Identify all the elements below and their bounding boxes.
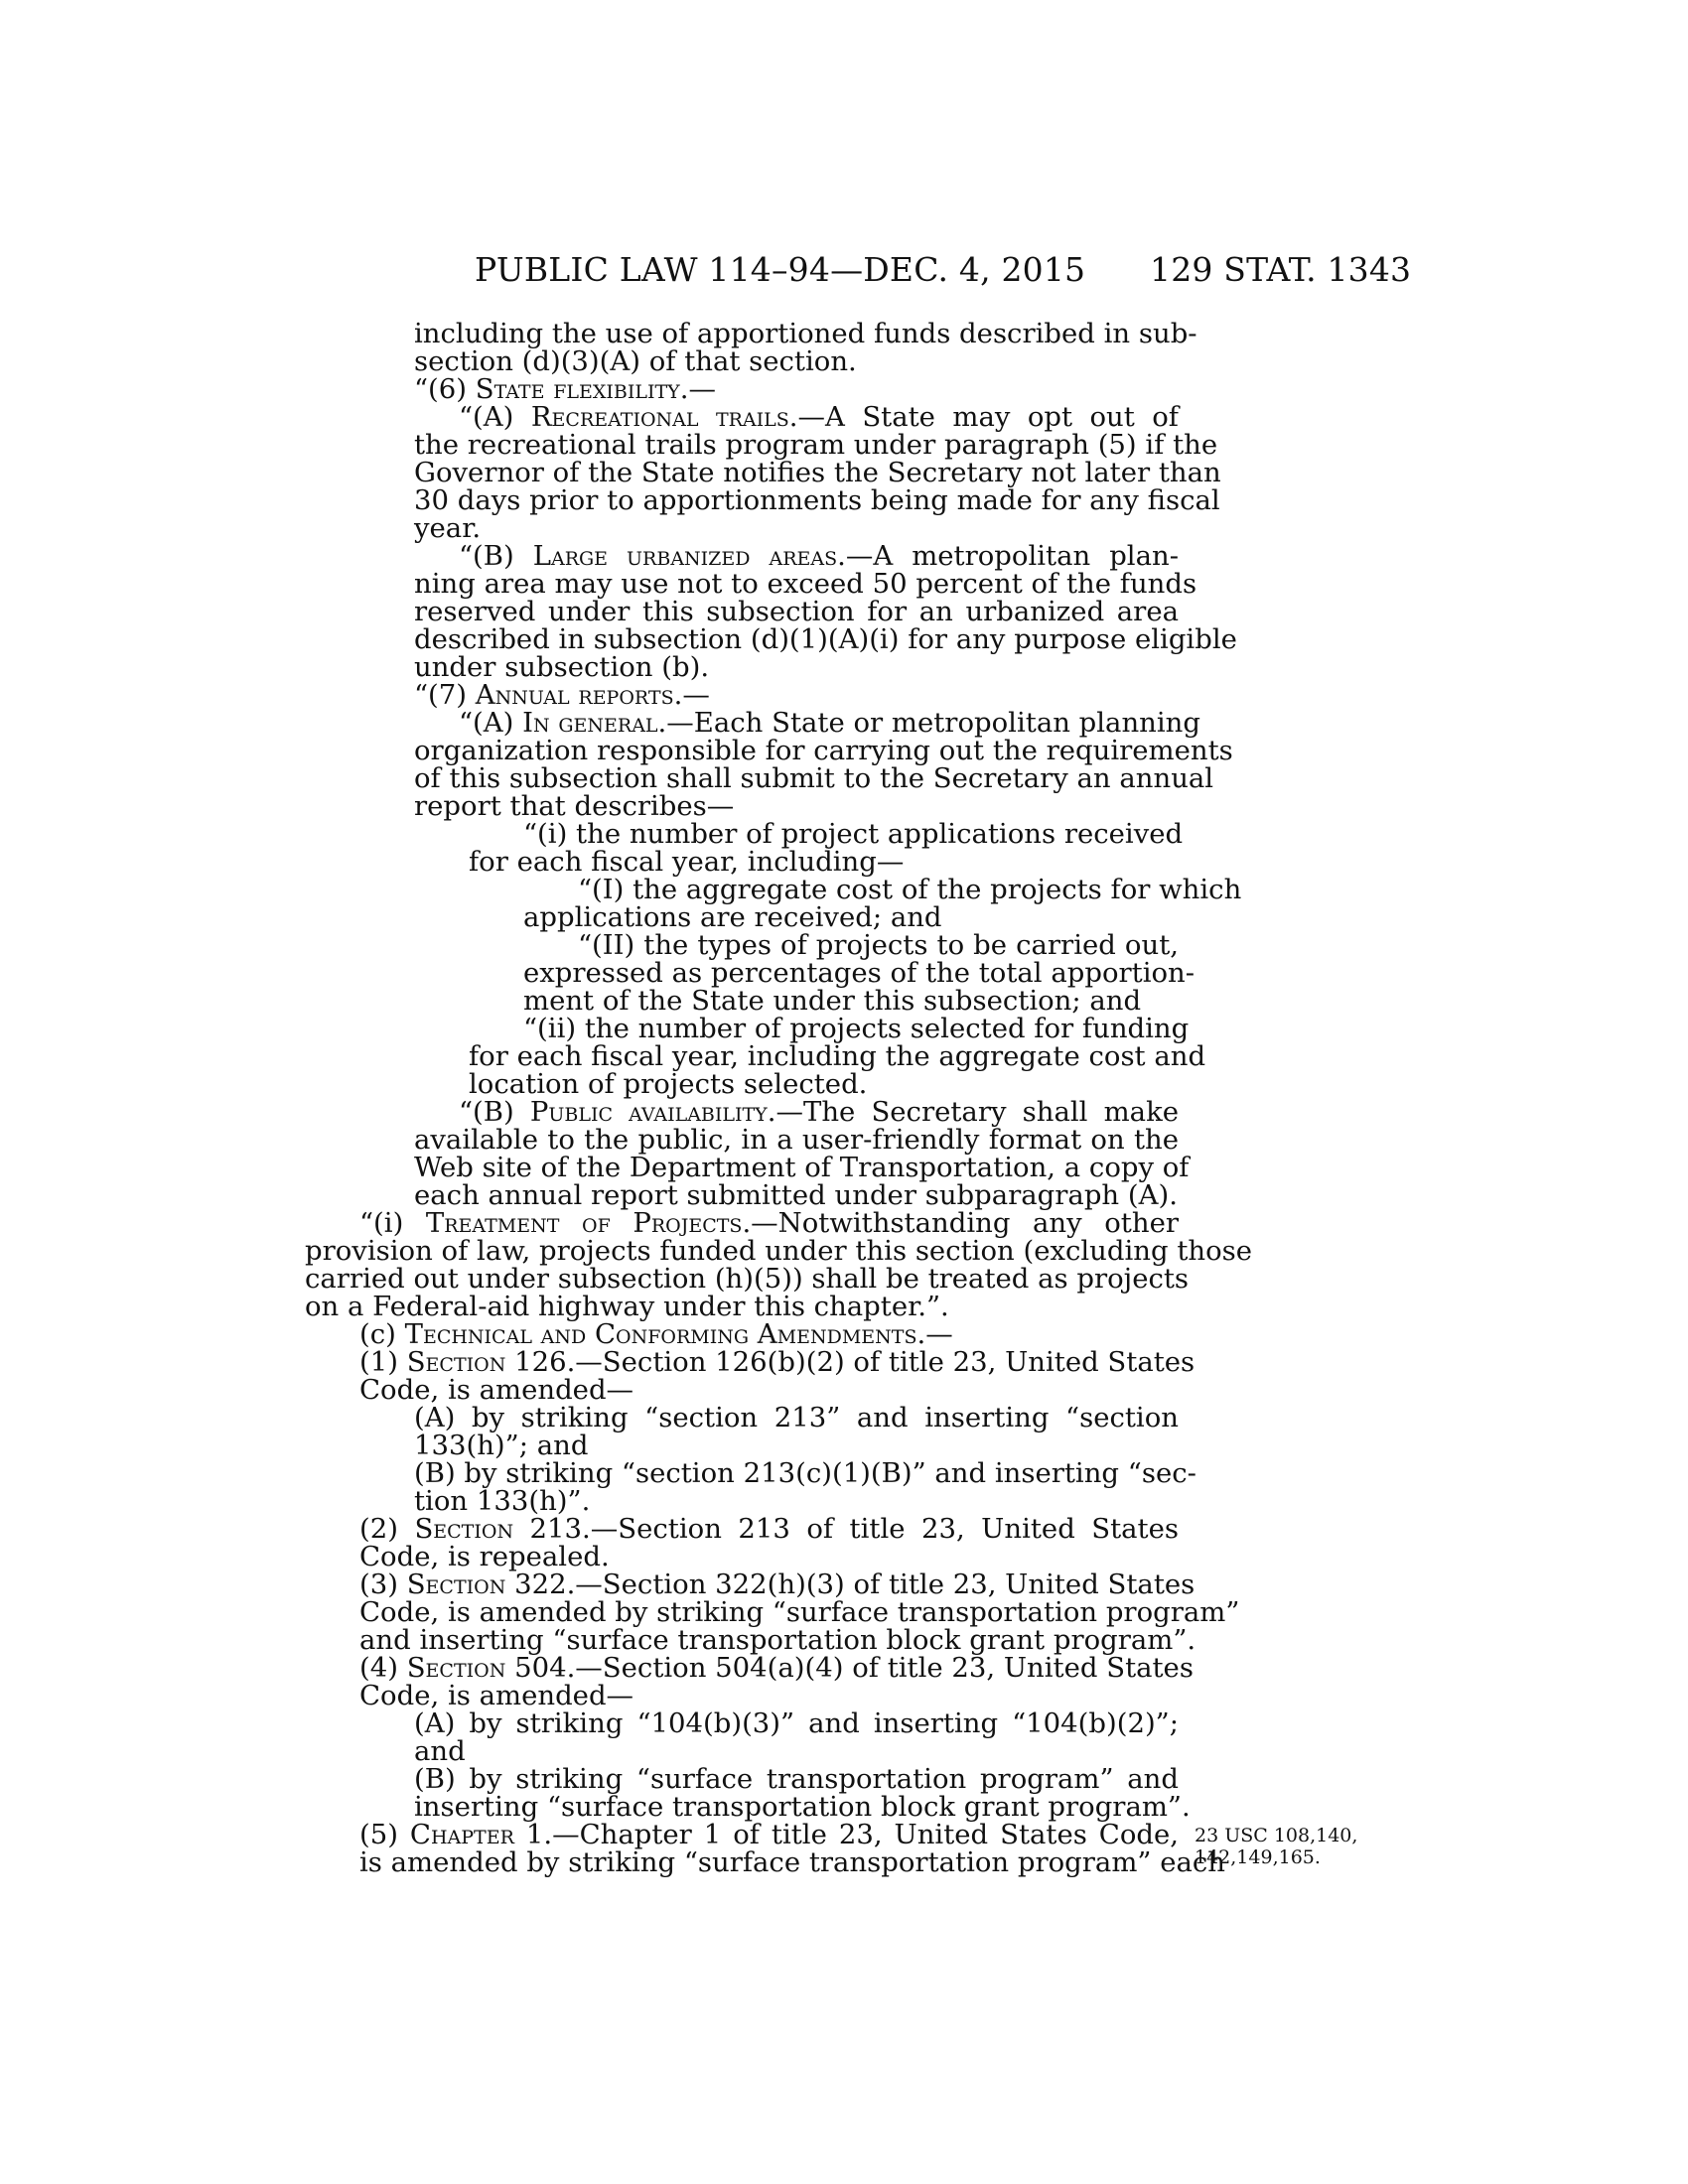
small-caps-heading: Section 322	[406, 1569, 567, 1600]
text-segment: Code, is repealed.	[359, 1541, 610, 1572]
text-line	[414, 735, 1233, 766]
text-line	[414, 598, 1179, 625]
text-line	[414, 568, 1197, 600]
text-segment: (c)	[359, 1318, 405, 1350]
text-segment: .—Notwithstanding any other	[742, 1207, 1179, 1239]
text-segment: each annual report submitted under subparagraph (A).	[414, 1179, 1178, 1211]
text-segment: .—	[916, 1318, 953, 1350]
text-line	[523, 957, 1196, 989]
small-caps-heading: State flexibility	[475, 373, 680, 405]
text-line	[414, 484, 1220, 516]
text-segment: year.	[414, 512, 482, 544]
text-segment: (B) by striking “surface transportation program” and	[414, 1763, 1179, 1795]
running-header-title: PUBLIC LAW 114–94—DEC. 4, 2015	[475, 250, 1086, 289]
text-segment: Code, is amended by striking “surface transportation program”	[359, 1596, 1240, 1628]
text-segment: “(A)	[459, 707, 523, 739]
text-segment: “(7)	[414, 679, 476, 711]
text-segment: provision of law, projects funded under this section (excluding those	[305, 1235, 1253, 1267]
text-segment: of this subsection shall submit to the Secretary an annual	[414, 762, 1214, 794]
small-caps-heading: Public availability	[529, 1096, 768, 1128]
text-line	[359, 1515, 1179, 1543]
text-segment: inserting “surface transportation block grant program”.	[414, 1791, 1191, 1823]
text-line	[469, 1070, 1179, 1098]
small-caps-heading: Large urbanized areas	[532, 540, 838, 572]
text-segment: “(i) the number of project applications received	[523, 818, 1184, 850]
text-segment: on a Federal-aid highway under this chapter.”.	[305, 1291, 949, 1322]
text-segment: ning area may use not to exceed 50 percent of the funds	[414, 568, 1197, 600]
text-segment: (A) by striking “104(b)(3)” and inserting “104(b)(2)”;	[414, 1707, 1179, 1739]
text-line	[414, 347, 1179, 375]
text-line	[414, 623, 1237, 655]
small-caps-heading: Section 126	[406, 1346, 567, 1378]
text-line	[469, 1040, 1206, 1072]
text-segment: report that describes—	[414, 790, 735, 822]
text-segment: “(II) the types of projects to be carried out,	[578, 929, 1179, 961]
text-segment: Code, is amended—	[359, 1374, 634, 1406]
text-segment: “(ii) the number of projects selected for funding	[523, 1013, 1190, 1044]
text-line	[414, 318, 1197, 349]
text-line	[305, 1235, 1253, 1267]
text-segment: tion 133(h)”.	[414, 1485, 591, 1517]
text-segment: 133(h)”; and	[414, 1430, 589, 1461]
small-caps-heading: Recreational trails	[530, 401, 789, 433]
text-line	[523, 818, 1184, 850]
margin-note-line: 23 USC 108,140,	[1195, 1825, 1358, 1846]
text-line	[359, 1821, 1179, 1848]
text-segment: .—A metropolitan plan-	[837, 540, 1179, 572]
small-caps-heading: Technical and Conforming Amendments	[404, 1318, 917, 1350]
text-line	[305, 1293, 1179, 1320]
text-line	[469, 848, 1179, 876]
text-segment: .—The Secretary shall make	[767, 1096, 1180, 1128]
text-segment: (4)	[359, 1652, 407, 1684]
text-segment: under subsection (b).	[414, 651, 710, 683]
text-line	[414, 1404, 1179, 1432]
text-line	[459, 403, 1179, 431]
text-segment: (A) by striking “section 213” and inserting “section	[414, 1402, 1179, 1433]
text-segment: “(I) the aggregate cost of the projects for which	[578, 874, 1242, 905]
text-line	[359, 1209, 1179, 1237]
small-caps-heading: Section 213	[414, 1513, 583, 1545]
text-line	[414, 762, 1214, 794]
text-line	[523, 903, 1179, 931]
text-line	[414, 457, 1221, 488]
text-segment: reserved under this subsection for an urbanized area	[414, 596, 1179, 627]
text-line	[359, 1682, 1179, 1709]
text-line	[414, 375, 1179, 403]
text-line	[414, 514, 1179, 542]
text-segment: including the use of apportioned funds described in sub-	[414, 318, 1197, 349]
text-segment: organization responsible for carrying out the requirements	[414, 735, 1233, 766]
text-segment: .—Section 322(h)(3) of title 23, United States	[566, 1569, 1196, 1600]
text-segment: (2)	[359, 1513, 415, 1545]
text-line	[414, 1457, 1196, 1489]
text-segment: “(B)	[459, 540, 533, 572]
text-segment: for each fiscal year, including the aggregate cost and	[469, 1040, 1206, 1072]
text-segment: .—	[679, 373, 716, 405]
text-segment: (5)	[359, 1819, 410, 1850]
text-segment: “(A)	[459, 401, 531, 433]
text-segment: .—Chapter 1 of title 23, United States Code,	[543, 1819, 1180, 1850]
small-caps-heading: Chapter 1	[409, 1819, 544, 1850]
text-line	[305, 1263, 1190, 1295]
text-segment: .—	[673, 679, 710, 711]
text-segment: “(B)	[459, 1096, 530, 1128]
text-line	[414, 1709, 1179, 1737]
text-line	[414, 1152, 1190, 1183]
text-line	[359, 1596, 1240, 1628]
text-line	[414, 1487, 1179, 1515]
text-segment: the recreational trails program under paragraph (5) if the	[414, 429, 1218, 461]
text-segment: carried out under subsection (h)(5)) shall be treated as projects	[305, 1263, 1190, 1295]
text-segment: described in subsection (d)(1)(A)(i) for any purpose eligible	[414, 623, 1237, 655]
text-segment: .—Each State or metropolitan planning	[657, 707, 1200, 739]
text-line	[523, 1013, 1190, 1044]
text-line	[414, 1737, 1179, 1765]
text-segment: Code, is amended—	[359, 1680, 634, 1711]
text-line	[414, 1126, 1179, 1154]
text-line	[414, 653, 1179, 681]
text-line	[414, 429, 1218, 461]
text-line	[414, 1765, 1179, 1793]
text-segment: is amended by striking “surface transportation program” each	[359, 1846, 1225, 1878]
text-segment: .—Section 126(b)(2) of title 23, United States	[566, 1346, 1196, 1378]
text-segment: (B) by striking “section 213(c)(1)(B)” and inserting “sec-	[414, 1457, 1196, 1489]
text-segment: expressed as percentages of the total apportion-	[523, 957, 1196, 989]
text-segment: “(i)	[359, 1207, 426, 1239]
text-segment: (3)	[359, 1569, 407, 1600]
text-segment: Governor of the State notifies the Secretary not later than	[414, 457, 1221, 488]
text-line	[459, 707, 1200, 739]
text-line	[359, 1569, 1196, 1600]
text-segment: ment of the State under this subsection; and	[523, 985, 1142, 1017]
text-line	[414, 1791, 1191, 1823]
text-line	[414, 1432, 1179, 1459]
text-segment: (1)	[359, 1346, 407, 1378]
text-line	[459, 1098, 1179, 1126]
text-segment: section (d)(3)(A) of that section.	[414, 345, 857, 377]
text-line	[414, 681, 1179, 709]
text-line	[459, 542, 1179, 570]
text-line	[359, 1624, 1196, 1656]
small-caps-heading: Annual reports	[475, 679, 674, 711]
text-line	[578, 931, 1179, 959]
text-line	[414, 792, 1179, 820]
text-segment: location of projects selected.	[469, 1068, 868, 1100]
text-segment: .—A State may opt out of	[788, 401, 1179, 433]
text-segment: .—Section 213 of title 23, United States	[582, 1513, 1179, 1545]
text-segment: 30 days prior to apportionments being made for any fiscal	[414, 484, 1220, 516]
text-segment: .—Section 504(a)(4) of title 23, United States	[566, 1652, 1194, 1684]
text-line	[578, 874, 1242, 905]
margin-note-line: 142,149,165.	[1195, 1846, 1321, 1868]
text-line	[359, 1846, 1225, 1878]
small-caps-heading: In general	[522, 707, 658, 739]
text-line	[359, 1376, 1179, 1404]
text-line	[359, 1346, 1196, 1378]
text-segment: “(6)	[414, 373, 476, 405]
small-caps-heading: Section 504	[406, 1652, 567, 1684]
text-segment: Web site of the Department of Transportation, a copy of	[414, 1152, 1190, 1183]
text-segment: for each fiscal year, including—	[469, 846, 905, 878]
text-line	[359, 1652, 1194, 1684]
text-segment: and inserting “surface transportation block grant program”.	[359, 1624, 1196, 1656]
text-line	[359, 1320, 1179, 1348]
running-header-page-number: 129 STAT. 1343	[1150, 250, 1412, 289]
text-segment: and	[414, 1735, 466, 1767]
text-line	[359, 1543, 1179, 1570]
text-segment: available to the public, in a user-friendly format on the	[414, 1124, 1179, 1156]
text-segment: applications are received; and	[523, 901, 942, 933]
text-line	[414, 1181, 1179, 1209]
small-caps-heading: Treatment of Projects	[425, 1207, 743, 1239]
text-line	[523, 987, 1179, 1015]
